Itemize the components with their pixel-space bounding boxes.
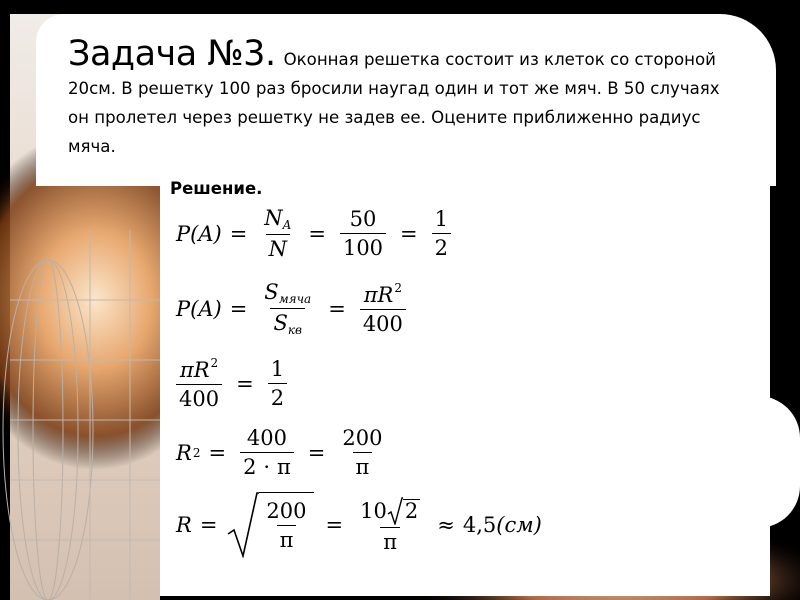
eq5-equals-2: = (325, 513, 344, 537)
eq3-r: R (193, 358, 210, 382)
problem-statement (68, 34, 738, 161)
eq2-fraction-areas (261, 280, 314, 337)
eq5-fraction-200-pi (263, 499, 309, 552)
eq5-lhs: R (176, 513, 192, 537)
solution-label: Решение. (170, 179, 263, 198)
eq1-num-main: N (264, 206, 283, 230)
eq3-equals: = (236, 371, 254, 396)
eq3-fraction-pir2-400 (176, 356, 222, 411)
equation-area-ratio (176, 280, 412, 337)
task-text: Оконная решетка состоит из клеток со стороной 20см. В решетку 100 раз бросили наугад один и тот же мяч. В 50 случаях он пролетел через решетку не задев ее. Оцените приближенно радиус мяча. (68, 50, 720, 156)
task-heading: Задача №3. (68, 34, 276, 74)
eq2-den-main: S (273, 311, 288, 335)
eq2-equals-2: = (328, 296, 346, 321)
eq4-f2-den: π (353, 452, 373, 479)
equation-radius-result (176, 492, 542, 558)
eq3-f2-den: 2 (268, 383, 287, 410)
eq1-f3-num: 1 (434, 207, 449, 231)
equation-probability (176, 206, 457, 261)
eq2-f2-den: 400 (360, 309, 406, 336)
eq1-lhs: P(A) (176, 221, 222, 246)
eq2-fraction-pir2-400 (360, 281, 406, 336)
equation-pir2-half (176, 356, 293, 411)
eq3-fraction-1-2 (268, 357, 287, 410)
eq3-f2-num: 1 (270, 357, 285, 381)
eq5-root-2: 2 (404, 499, 419, 523)
eq1-fraction-1-2 (432, 207, 451, 260)
eq5-root-num: 200 (266, 499, 307, 523)
eq2-exp: 2 (394, 281, 402, 295)
eq4-exp: 2 (192, 445, 201, 460)
eq1-den: N (268, 237, 287, 261)
eq5-coef: 10 (360, 498, 387, 523)
eq4-fraction-400-2pi (240, 426, 294, 479)
equation-r-squared (176, 426, 391, 479)
eq2-pi: π (363, 283, 378, 307)
eq5-approx: ≈ (437, 513, 455, 537)
eq4-f2-num: 200 (342, 426, 383, 450)
eq1-equals-2: = (308, 221, 326, 246)
eq5-root-den: π (277, 525, 297, 552)
sqrt-sign-icon (227, 492, 259, 558)
eq2-den-sub: кв (287, 323, 303, 337)
eq5-f2-den: π (380, 527, 400, 554)
eq1-f2-den: 100 (340, 233, 386, 260)
eq5-unit: (см) (496, 513, 542, 537)
eq4-f1-den: 2 ⋅ π (240, 452, 294, 479)
sqrt-sign-small-icon (387, 497, 403, 525)
eq5-fraction-10sqrt2-pi (357, 497, 423, 554)
eq2-r: R (377, 283, 394, 307)
eq1-f2-num: 50 (349, 207, 377, 231)
eq1-equals: = (229, 221, 248, 246)
eq3-pi: π (179, 358, 194, 382)
eq4-equals-2: = (307, 440, 326, 465)
eq5-result: 4,5 (462, 513, 497, 537)
eq5-sqrt (227, 492, 313, 558)
eq4-equals: = (208, 440, 227, 465)
eq3-exp: 2 (210, 356, 219, 370)
eq4-r: R (176, 440, 192, 465)
eq1-equals-3: = (400, 221, 418, 246)
eq2-equals: = (229, 296, 248, 321)
eq4-f1-num: 400 (246, 426, 287, 450)
eq4-fraction-200-pi (339, 426, 385, 479)
eq2-num-main: S (264, 280, 279, 304)
eq3-f1-den: 400 (176, 384, 222, 411)
eq1-fraction-na-n (261, 206, 294, 261)
eq5-equals: = (199, 513, 218, 537)
eq1-fraction-50-100 (340, 207, 386, 260)
eq1-f3-den: 2 (432, 233, 451, 260)
eq2-lhs: P(A) (176, 296, 222, 321)
eq2-num-sub: мяча (278, 292, 312, 306)
eq1-num-sub: A (282, 218, 292, 232)
